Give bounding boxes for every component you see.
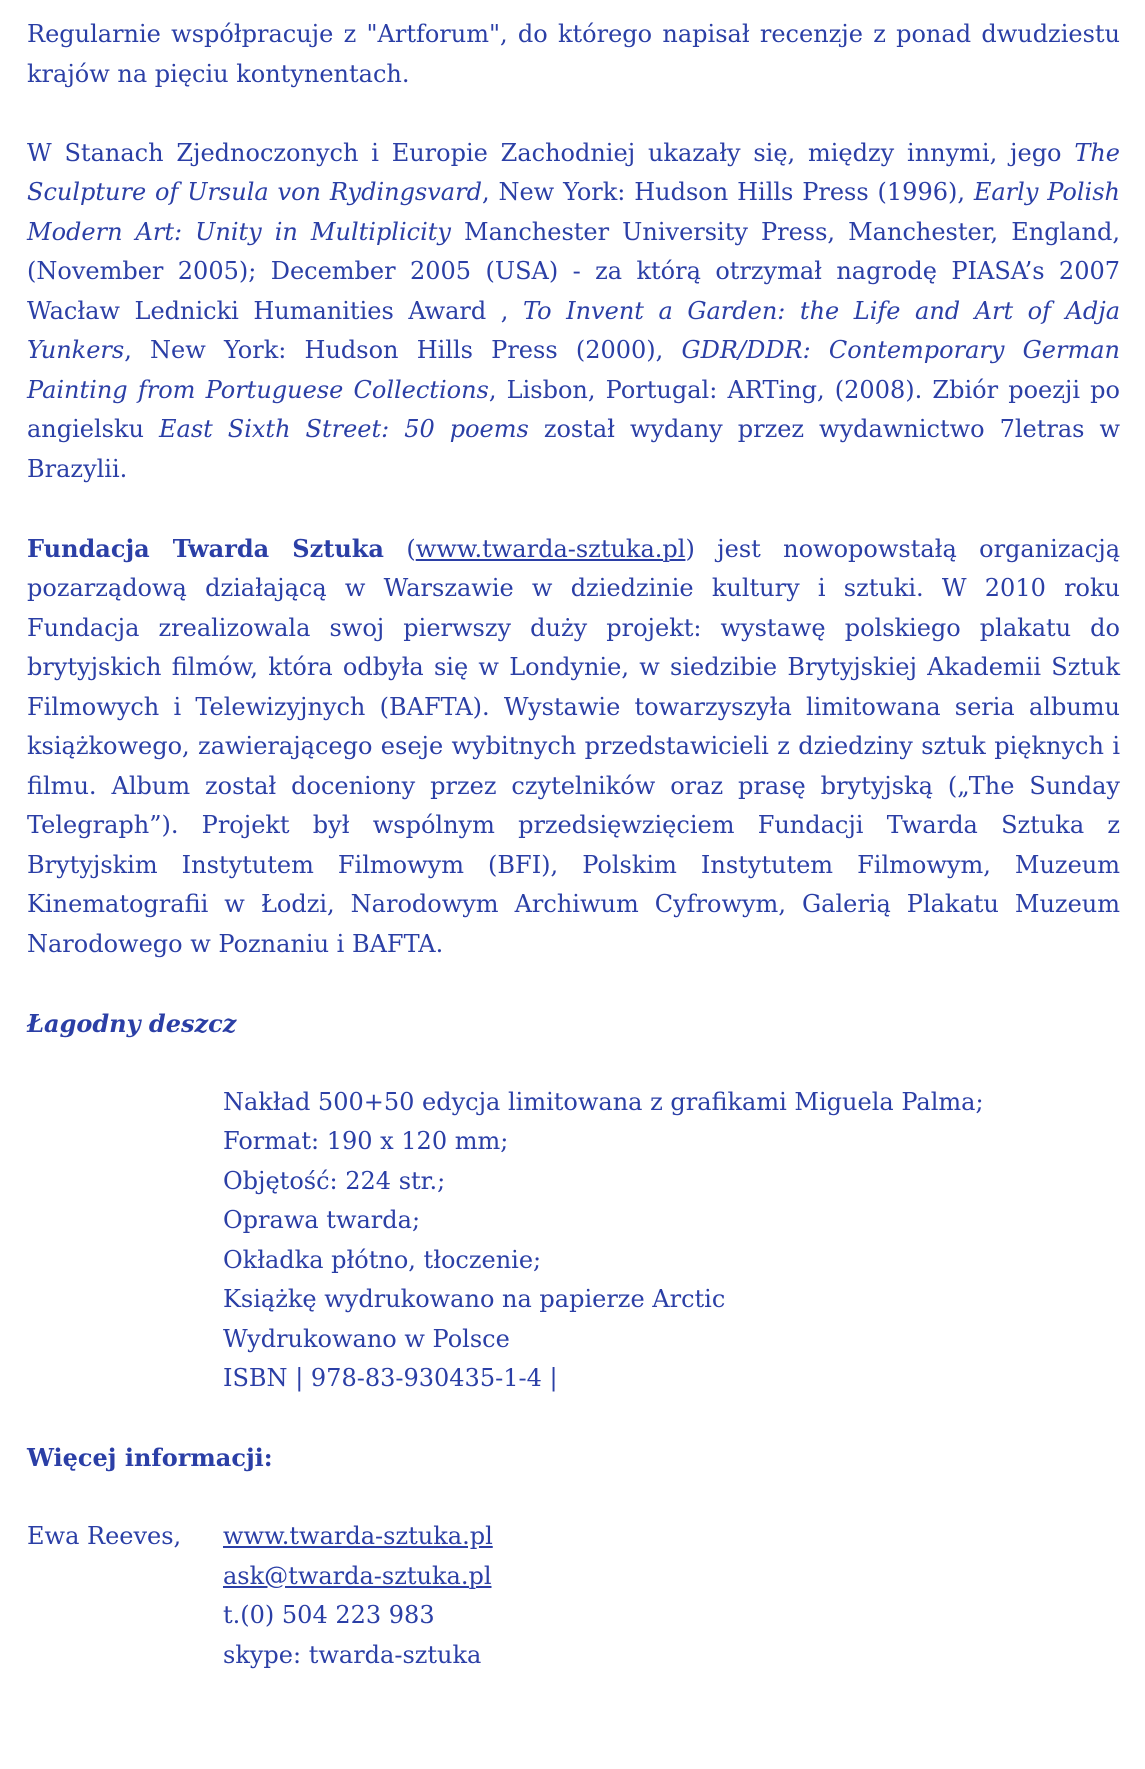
bio-text-1: W Stanach Zjednoczonych i Europie Zachodniej ukazały się, między innymi, jego <box>27 138 1075 167</box>
bio-text-5: , Lisbon, Portugal: ARTing, (2008). Zbiór poezji po angielsku <box>27 375 1120 443</box>
contact-block <box>27 1517 1120 1675</box>
book-title-heading: Łagodny deszcz <box>27 1008 237 1038</box>
book-title-sculpture: The Sculpture of Ursula von Rydingsvard <box>27 138 1120 206</box>
book-title-east-sixth: East Sixth Street: 50 poems <box>159 415 529 443</box>
bio-text-3: Manchester University Press, Manchester, England, (November 2005); December 2005 (USA) - za którą otrzymał nagrodę PIASA’s 2007 Wacław Lednicki Humanities Award , <box>27 217 1120 325</box>
foundation-name: Fundacja Twarda Sztuka <box>27 533 384 563</box>
book-title-gdr-ddr: GDR/DDR: Contemporary German Painting from Portuguese Collections <box>27 336 1120 404</box>
book-title-invent-garden: To Invent a Garden: the Life and Art of Adja Yunkers <box>27 296 1120 364</box>
contact-phone: t.(0) 504 223 983 <box>223 1601 435 1629</box>
contact-website-link[interactable]: www.twarda-sztuka.pl <box>223 1522 493 1550</box>
spec-line-pages: Objętość: 224 str.; <box>223 1166 446 1195</box>
spec-line-isbn: ISBN | 978-83-930435-1-4 | <box>223 1364 558 1392</box>
more-info-heading: Więcej informacji: <box>27 1443 273 1472</box>
contact-skype: skype: twarda-sztuka <box>223 1640 482 1669</box>
spacer <box>27 1478 1120 1518</box>
spacer <box>27 489 1120 529</box>
book-specs-list <box>223 1083 1120 1399</box>
bio-text-6: został wydany przez wydawnictwo 7letras w Brazylii. <box>27 415 1120 483</box>
spacer <box>27 1043 1120 1083</box>
spec-line-edition: Nakład 500+50 edycja limitowana z grafikami Miguela Palma; <box>223 1087 984 1116</box>
bio-paragraph <box>27 134 1120 490</box>
spacer <box>27 1399 1120 1439</box>
spec-line-paper: Książkę wydrukowano na papierze Arctic <box>223 1285 726 1313</box>
foundation-website-link[interactable]: www.twarda-sztuka.pl <box>415 534 686 563</box>
intro-paragraph: Regularnie współpracuje z "Artforum", do którego napisał recenzje z ponad dwudziestu krajów na pięciu kontynentach. <box>27 20 1120 88</box>
contact-email-link[interactable]: ask@twarda-sztuka.pl <box>223 1561 492 1590</box>
spec-line-printed: Wydrukowano w Polsce <box>223 1324 510 1353</box>
book-title-early-polish: Early Polish Modern Art: Unity in Multiplicity <box>27 178 1120 246</box>
bio-text-2: , New York: Hudson Hills Press (1996), <box>481 178 974 206</box>
spec-line-format: Format: 190 x 120 mm; <box>223 1127 509 1155</box>
spacer <box>27 94 1120 134</box>
content-column <box>27 15 1120 1675</box>
bio-text-4: , New York: Hudson Hills Press (2000), <box>124 336 682 364</box>
foundation-text: ) jest nowopowstałą organizacją pozarządową działającą w Warszawie w dziedzinie kultury i sztuki. W 2010 roku Fundacja zrealizowala swoj pierwszy duży projekt: wystawę polskiego plakatu do brytyjskich filmów, która odbyła się w Londynie, w siedzibie Brytyjskiej Akademii Sztuk Filmowych i Telewizyjnych (BAFTA). Wystawie towarzyszyła limitowana seria albumu książkowego, zawierającego eseje wybitnych przedstawicieli z dziedziny sztuk pięknych i filmu. Album został doceniony przez czytelników oraz prasę brytyjską („The Sunday Telegraph”). Projekt był wspólnym przedsięwzięciem Fundacji Twarda Sztuka z Brytyjskim Instytutem Filmowym (BFI), Polskim Instytutem Filmowym, Muzeum Kinematografii w Łodzi, Narodowym Archiwum Cyfrowym, Galerią Plakatu Muzeum Narodowego w Poznaniu i BAFTA. <box>27 534 1120 958</box>
foundation-paragraph <box>27 529 1120 965</box>
spacer <box>27 964 1120 1004</box>
spec-line-cover: Okładka płótno, tłoczenie; <box>223 1245 542 1274</box>
spec-line-binding: Oprawa twarda; <box>223 1206 421 1234</box>
foundation-open-paren: ( <box>383 534 416 563</box>
contact-details <box>223 1517 1120 1675</box>
contact-name: Ewa Reeves, <box>27 1522 182 1550</box>
